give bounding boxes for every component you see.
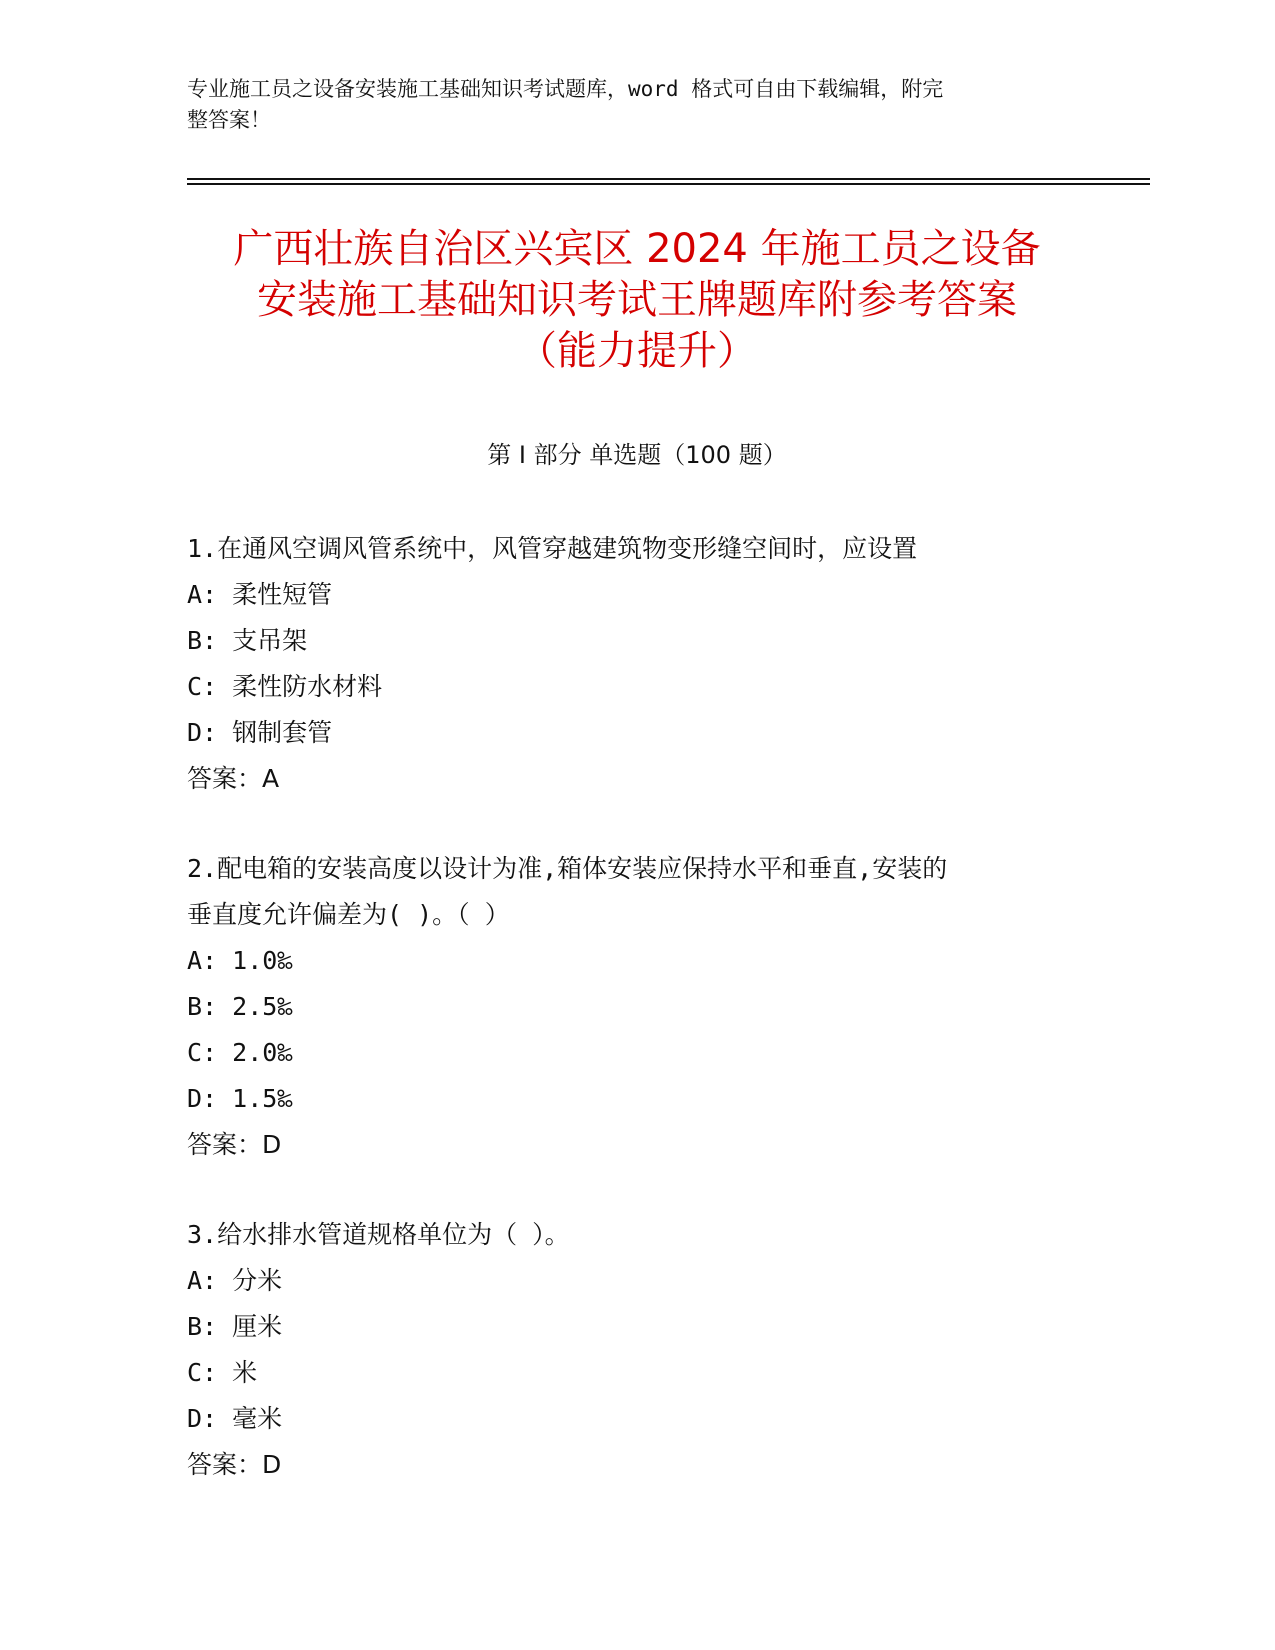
title-line: 广西壮族自治区兴宾区 2024 年施工员之设备 xyxy=(233,226,1041,272)
answer-line: 答案：D xyxy=(187,1450,282,1479)
question-item xyxy=(187,846,1087,1168)
document-title xyxy=(137,224,1137,377)
section-title: 第 I 部分 单选题（100 题） xyxy=(487,441,787,469)
option-d xyxy=(187,1076,1087,1122)
question-list xyxy=(187,526,1087,1532)
answer-line: 答案：D xyxy=(187,1130,282,1159)
option-a xyxy=(187,938,1087,984)
question-stem: 垂直度允许偏差为( )。（ ） xyxy=(187,900,510,929)
option-d xyxy=(187,1396,1087,1442)
question-stem: 2.配电箱的安装高度以设计为准,箱体安装应保持水平和垂直,安装的 xyxy=(187,854,948,883)
option-b xyxy=(187,984,1087,1030)
option-c xyxy=(187,1350,1087,1396)
question-stem: 1.在通风空调风管系统中，风管穿越建筑物变形缝空间时，应设置 xyxy=(187,534,918,563)
option-text: 米 xyxy=(232,1358,258,1387)
option-key: A: xyxy=(187,1266,218,1295)
question-item xyxy=(187,1212,1087,1488)
header-divider xyxy=(187,183,1150,185)
option-text: 厘米 xyxy=(232,1312,283,1341)
title-line: 安装施工基础知识考试王牌题库附参考答案 xyxy=(257,277,1017,323)
option-c xyxy=(187,1030,1087,1076)
option-key: B: xyxy=(187,1312,218,1341)
question-item xyxy=(187,526,1087,802)
option-text: 支吊架 xyxy=(232,626,308,655)
option-text: 柔性短管 xyxy=(232,580,333,609)
option-a xyxy=(187,572,1087,618)
option-key: B: xyxy=(187,626,218,655)
header-note-line: 整答案！ xyxy=(187,108,271,132)
option-text: 钢制套管 xyxy=(232,718,333,747)
option-text: 1.5‰ xyxy=(232,1084,293,1113)
header-divider xyxy=(187,178,1150,180)
option-key: D: xyxy=(187,1084,218,1113)
option-text: 毫米 xyxy=(232,1404,283,1433)
header-note-line: 专业施工员之设备安装施工基础知识考试题库，word 格式可自由下载编辑，附完 xyxy=(187,77,944,101)
option-key: A: xyxy=(187,946,218,975)
option-text: 1.0‰ xyxy=(232,946,293,975)
option-text: 柔性防水材料 xyxy=(232,672,383,701)
option-key: A: xyxy=(187,580,218,609)
option-text: 2.5‰ xyxy=(232,992,293,1021)
option-key: C: xyxy=(187,672,218,701)
option-key: D: xyxy=(187,718,218,747)
option-key: B: xyxy=(187,992,218,1021)
answer-line: 答案：A xyxy=(187,764,280,793)
option-d xyxy=(187,710,1087,756)
header-note xyxy=(187,74,1087,136)
option-b xyxy=(187,618,1087,664)
option-key: C: xyxy=(187,1358,218,1387)
option-key: C: xyxy=(187,1038,218,1067)
option-c xyxy=(187,664,1087,710)
title-line: （能力提升） xyxy=(517,328,757,374)
option-a xyxy=(187,1258,1087,1304)
option-text: 分米 xyxy=(232,1266,283,1295)
option-text: 2.0‰ xyxy=(232,1038,293,1067)
option-b xyxy=(187,1304,1087,1350)
question-stem: 3.给水排水管道规格单位为（ ）。 xyxy=(187,1220,570,1249)
option-key: D: xyxy=(187,1404,218,1433)
